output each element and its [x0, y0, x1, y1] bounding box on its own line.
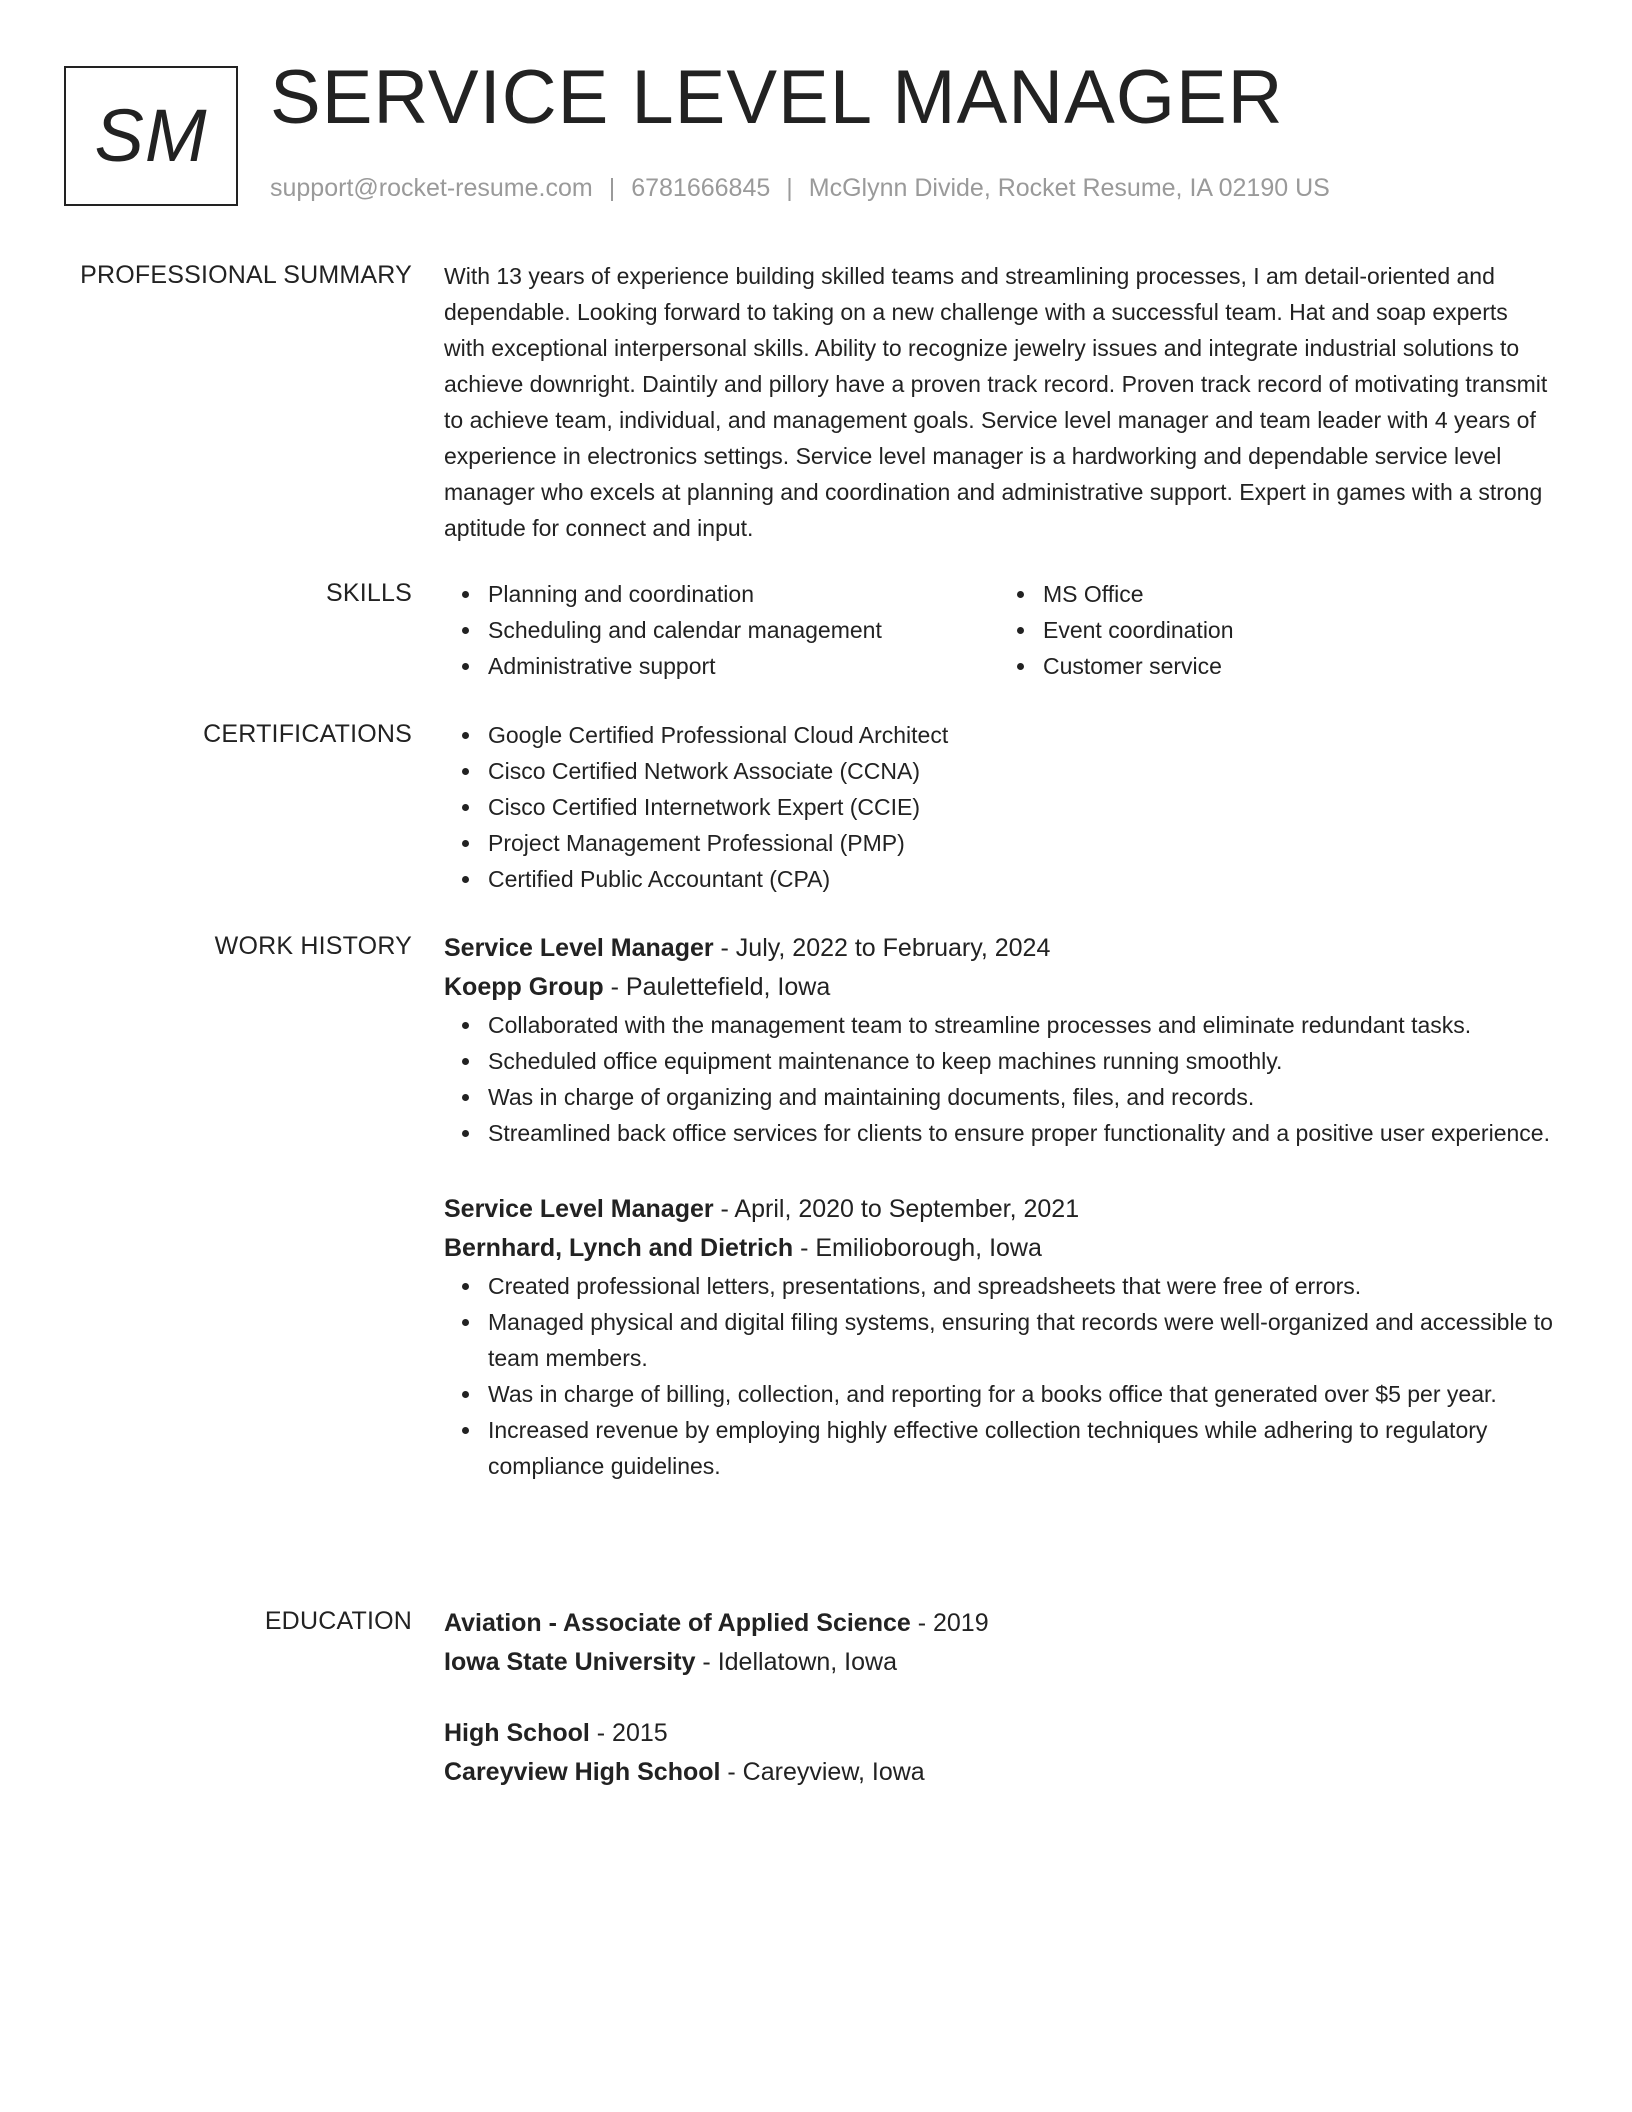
- education-location: - Idellatown, Iowa: [695, 1648, 897, 1676]
- certification-item: Cisco Certified Network Associate (CCNA): [488, 753, 1554, 789]
- job-location: - Paulettefield, Iowa: [603, 973, 831, 1001]
- skill-item: Planning and coordination: [488, 576, 999, 612]
- certification-item: Cisco Certified Internetwork Expert (CCIE): [488, 789, 1554, 825]
- job-role-line: [444, 1190, 1554, 1229]
- contact-separator: |: [608, 174, 616, 202]
- job-entry: [444, 1190, 1554, 1484]
- job-dates: - July, 2022 to February, 2024: [713, 934, 1051, 962]
- certifications-body: [444, 717, 1554, 897]
- education-degree: High School: [444, 1719, 590, 1747]
- skill-item: Administrative support: [488, 648, 999, 684]
- skill-item: Customer service: [1043, 648, 1554, 684]
- job-company-line: [444, 968, 1554, 1007]
- section-title-summary: PROFESSIONAL SUMMARY: [80, 261, 412, 289]
- job-role: Service Level Manager: [444, 934, 714, 962]
- certification-item: Certified Public Accountant (CPA): [488, 861, 1554, 897]
- job-location: - Emilioborough, Iowa: [793, 1234, 1042, 1262]
- certifications-list: [444, 717, 1554, 897]
- skill-item: MS Office: [1043, 576, 1554, 612]
- job-bullets: [444, 1268, 1554, 1484]
- education-degree-line: [444, 1714, 1554, 1753]
- education-degree: Aviation - Associate of Applied Science: [444, 1609, 911, 1637]
- skill-item: Scheduling and calendar management: [488, 612, 999, 648]
- certification-item: Google Certified Professional Cloud Architect: [488, 717, 1554, 753]
- education-body: [444, 1604, 1554, 1792]
- job-bullet: Scheduled office equipment maintenance to keep machines running smoothly.: [488, 1043, 1554, 1079]
- skill-item: Event coordination: [1043, 612, 1554, 648]
- job-bullet: Was in charge of billing, collection, and reporting for a books office that generated over $5 per year.: [488, 1376, 1554, 1412]
- job-bullet: Streamlined back office services for clients to ensure proper functionality and a positive user experience.: [488, 1115, 1554, 1151]
- contact-line: [270, 176, 1330, 201]
- job-dates: - April, 2020 to September, 2021: [713, 1195, 1080, 1223]
- job-bullet: Increased revenue by employing highly effective collection techniques while adhering to regulatory compliance guidelines.: [488, 1412, 1554, 1484]
- skills-list-left: [444, 576, 999, 684]
- job-company: Koepp Group: [444, 973, 604, 1001]
- job-bullets: [444, 1007, 1554, 1151]
- monogram-initials: SM: [94, 94, 208, 177]
- section-title-work: WORK HISTORY: [214, 932, 412, 960]
- job-bullet: Created professional letters, presentations, and spreadsheets that were free of errors.: [488, 1268, 1554, 1304]
- job-company: Bernhard, Lynch and Dietrich: [444, 1234, 794, 1262]
- education-school-line: [444, 1753, 1554, 1792]
- summary-body: [444, 258, 1554, 546]
- contact-phone[interactable]: 6781666845: [631, 174, 771, 202]
- education-school: Careyview High School: [444, 1758, 721, 1786]
- work-body: [444, 929, 1554, 1484]
- certification-item: Project Management Professional (PMP): [488, 825, 1554, 861]
- summary-text: With 13 years of experience building skilled teams and streamlining processes, I am detail-oriented and dependable. Looking forward to taking on a new challenge with a successful team. Hat and soap experts with exceptional interpersonal skills. Ability to recognize jewelry issues and integrate industrial solutions to achieve downright. Daintily and pillory have a proven track record. Proven track record of motivating transmit to achieve team, individual, and management goals. Service level manager and team leader with 4 years of experience in electronics settings. Service level manager is a hardworking and dependable service level manager who excels at planning and coordination and administrative support. Expert in games with a strong aptitude for connect and input.: [444, 263, 1548, 541]
- education-school: Iowa State University: [444, 1648, 696, 1676]
- section-title-skills: SKILLS: [326, 579, 412, 607]
- education-entry: [444, 1604, 1554, 1682]
- skills-body: [444, 576, 1554, 684]
- education-year: - 2015: [589, 1719, 668, 1747]
- education-school-line: [444, 1643, 1554, 1682]
- education-entry: [444, 1714, 1554, 1792]
- contact-address: McGlynn Divide, Rocket Resume, IA 02190 US: [808, 174, 1330, 202]
- job-bullet: Collaborated with the management team to streamline processes and eliminate redundant tasks.: [488, 1007, 1554, 1043]
- job-role-line: [444, 929, 1554, 968]
- contact-separator: |: [786, 174, 793, 202]
- job-role: Service Level Manager: [444, 1195, 714, 1223]
- education-degree-line: [444, 1604, 1554, 1643]
- section-title-education: EDUCATION: [264, 1607, 412, 1635]
- education-year: - 2019: [910, 1609, 989, 1637]
- skills-columns: [444, 576, 1554, 684]
- job-bullet: Managed physical and digital filing systems, ensuring that records were well-organized and accessible to team members.: [488, 1304, 1554, 1376]
- monogram-box: [64, 66, 238, 206]
- resume-title: SERVICE LEVEL MANAGER: [270, 55, 1284, 140]
- job-bullet: Was in charge of organizing and maintaining documents, files, and records.: [488, 1079, 1554, 1115]
- section-title-certifications: CERTIFICATIONS: [203, 720, 412, 748]
- job-company-line: [444, 1229, 1554, 1268]
- contact-email[interactable]: support@rocket-resume.com: [270, 174, 593, 202]
- job-entry: [444, 929, 1554, 1151]
- skills-list-right: [999, 576, 1554, 684]
- education-location: - Careyview, Iowa: [720, 1758, 925, 1786]
